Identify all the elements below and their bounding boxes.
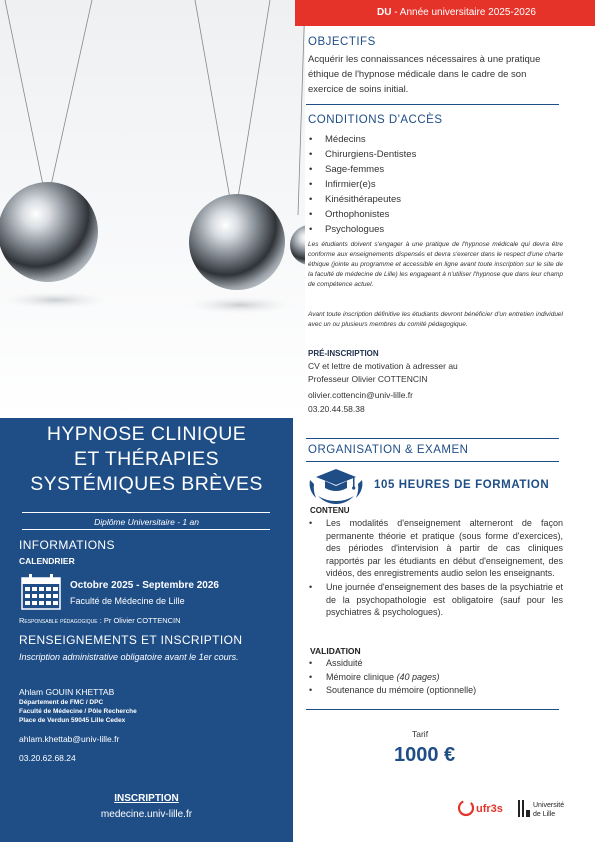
renseignements-heading: RENSEIGNEMENTS ET INSCRIPTION [19,633,243,647]
contact-name: Ahlam GOUIN KHETTAB [19,687,115,697]
website-link[interactable]: medecine.univ-lille.fr [100,809,193,820]
divider [306,104,559,105]
validation-list [308,657,476,698]
list-item: • Une journée d'enseignement des bases de la psychiatrie et de la psychopathologie est obligatoire (sauf pour les psychiatres & psychologues). [308,581,563,619]
divider [306,438,559,439]
list-item: • Kinésithérapeutes [308,192,416,207]
left-panel [0,418,293,842]
organisation-heading: ORGANISATION & EXAMEN [308,444,469,456]
price: 1000 € [394,744,456,766]
tarif-label: Tarif [412,729,429,739]
list-item [308,684,476,698]
graduation-cap-icon [306,466,366,511]
list-item: • Chirurgiens-Dentistes [308,147,416,162]
list-item: • Psychologues [308,222,416,237]
contact-phone: 03.20.62.68.24 [19,753,76,763]
inscription-link[interactable]: INSCRIPTION [114,793,179,804]
contact-email-link[interactable]: ahlam.khettab@univ-lille.fr [19,734,120,744]
divider [306,709,559,710]
contact-line: Faculté de Médecine / Pôle Recherche [19,708,137,715]
contenu-heading: CONTENU [310,506,350,515]
svg-text:ufr3s: ufr3s [476,803,503,815]
header-band [295,0,595,26]
university-lille-logo [517,798,575,825]
conditions-note-2: Avant toute inscription définitive les étudiants devront bénéficier d'un entretien individuel avec un ou plusieurs membres du comité pédagogique. [308,311,563,328]
pre-inscription-line: CV et lettre de motivation à adresser au [308,361,458,371]
list-item [308,671,476,685]
list-item: • Sage-femmes [308,162,416,177]
list-item-text: Mémoire clinique [326,671,397,682]
objectifs-text: Acquérir les connaissances nécessaires à une pratique éthique de l'hypnose médicale dans le cadre de son exercice de soins initial. [308,54,541,95]
contenu-list [308,517,563,620]
calendar-icon [21,574,61,615]
newton-cradle-image [0,0,305,420]
list-item [308,657,476,671]
contact-line: Département de FMC / DPC [19,699,104,706]
responsible-label: Responsable pédagogique [19,616,98,625]
diploma-label: Diplôme Universitaire - 1 an [94,517,199,527]
responsible-line [19,616,181,625]
title-line-3: SYSTÉMIQUES BRÈVES [30,473,263,495]
pre-inscription-email-link[interactable]: olivier.cottencin@univ-lille.fr [308,390,414,400]
hero-photo [0,0,305,420]
list-item: • Médecins [308,132,416,147]
ufr3s-logo [458,798,508,823]
responsible-value: : Pr Olivier COTTENCIN [97,616,181,625]
program-type: DU [377,7,392,18]
pre-inscription-heading: PRÉ-INSCRIPTION [308,349,379,358]
page-title [0,422,293,497]
title-line-2: ET THÉRAPIES [74,448,219,470]
university-logo-line-2: de Lille [533,811,556,818]
hours-label: 105 HEURES DE FORMATION [374,479,550,491]
divider [306,461,559,462]
informations-heading: INFORMATIONS [19,538,115,552]
conditions-note-1: Les étudiants doivent s'engager à une pratique de l'hypnose médicale qui devra être conforme aux enseignements dispensés et devra s'exercer dans le respect d'une charte éthique (jointe au programme et accessible en ligne avant toute inscription sur le site de la faculté de médecine de Lille) les engageant à n'utiliser l'hypnose que dans leur champ de compétence actuel. [308,241,563,288]
academic-year: - Année universitaire 2025-2026 [391,7,536,18]
divider [22,512,270,513]
list-item-text: Soutenance du mémoire (optionnelle) [326,685,477,695]
list-item: • Les modalités d'enseignement alterneront de façon permanente théorie et pratique (sous forme d'exercices), des périodes d'intervision à partir de cas cliniques rapportés par les étudiants en début d'enseignement, des vidéos, des enregistrements audio selon les enseignants. [308,517,563,580]
pre-inscription-line: Professeur Olivier COTTENCIN [308,374,428,384]
calendar-dates: Octobre 2025 - Septembre 2026 [70,580,219,591]
objectifs-heading: OBJECTIFS [308,36,376,48]
list-item: • Infirmier(e)s [308,177,416,192]
list-item: • Orthophonistes [308,207,416,222]
title-line-1: HYPNOSE CLINIQUE [46,423,247,445]
calendar-heading: CALENDRIER [19,556,75,566]
conditions-heading: CONDITIONS D'ACCÈS [308,114,443,126]
contact-line: Place de Verdun 59045 Lille Cedex [19,717,126,724]
list-item-text: Assiduité [326,658,363,668]
list-item-note: (40 pages) [396,671,440,682]
inscription-note: Inscription administrative obligatoire avant le 1er cours. [19,652,239,662]
divider [22,529,270,530]
faculty-name: Faculté de Médecine de Lille [70,596,185,606]
conditions-list [308,132,416,237]
validation-heading: VALIDATION [310,646,361,656]
university-logo-line-1: Université [533,802,565,809]
pre-inscription-phone: 03.20.44.58.38 [308,404,365,414]
